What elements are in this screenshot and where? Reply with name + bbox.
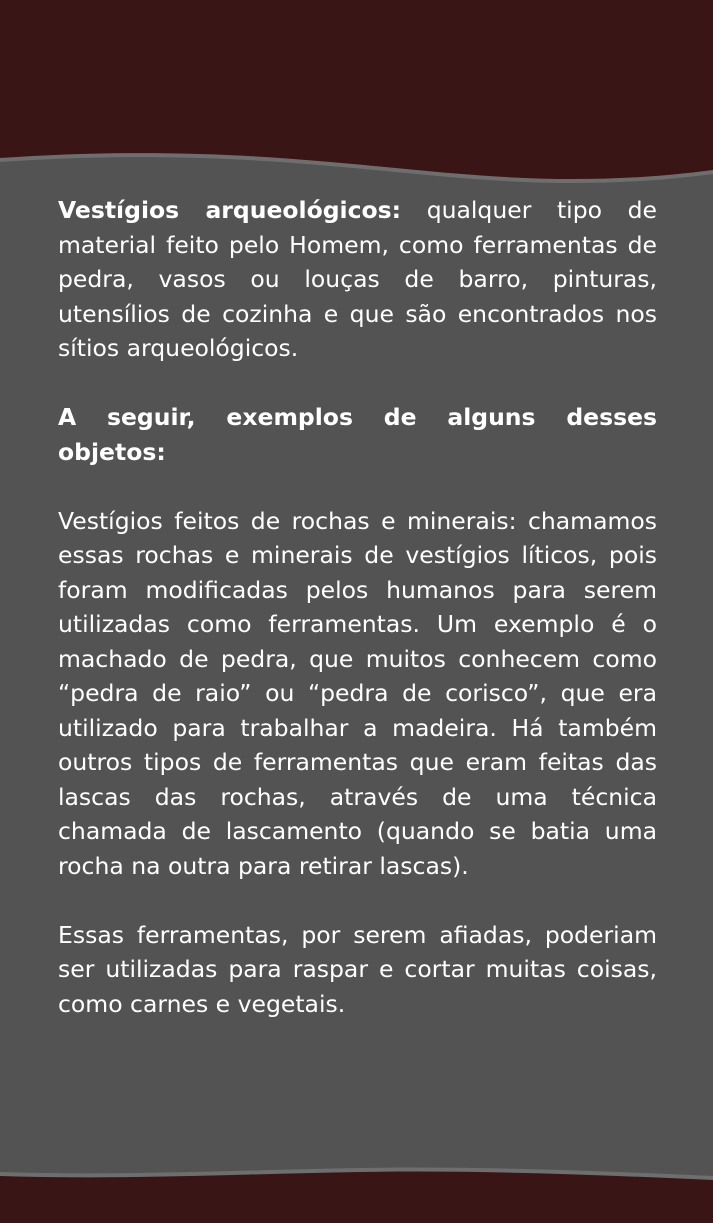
definition-text: qualquer tipo de material feito pelo Homem, como ferramentas de pedra, vasos ou louças de barro, pinturas, utensílios de cozinha e que são encontrados nos sítios arqueológicos. [58,196,657,362]
examples-heading: A seguir, exemplos de alguns desses objetos: [58,403,657,466]
text-block [58,193,657,1021]
paragraph-definition [58,193,657,366]
term-vestigios: Vestígios arqueológicos: [58,196,402,224]
paragraph-heading [58,400,657,469]
paragraph-liticos: Vestígios feitos de rochas e minerais: chamamos essas rochas e minerais de vestígios líticos, pois foram modificadas pelos humanos para serem utilizadas como ferramentas. Um exemplo é o machado de pedra, que muitos conhecem como “pedra de raio” ou “pedra de corisco”, que era utilizado para trabalhar a madeira. Há também outros tipos de ferramentas que eram feitas das lascas das rochas, através de uma técnica chamada de lascamento (quando se batia uma rocha na outra para retirar lascas). [58,506,657,880]
paragraph-ferramentas: Essas ferramentas, por serem afiadas, poderiam ser utilizadas para raspar e cortar muitas coisas, como carnes e vegetais. [58,920,657,1018]
